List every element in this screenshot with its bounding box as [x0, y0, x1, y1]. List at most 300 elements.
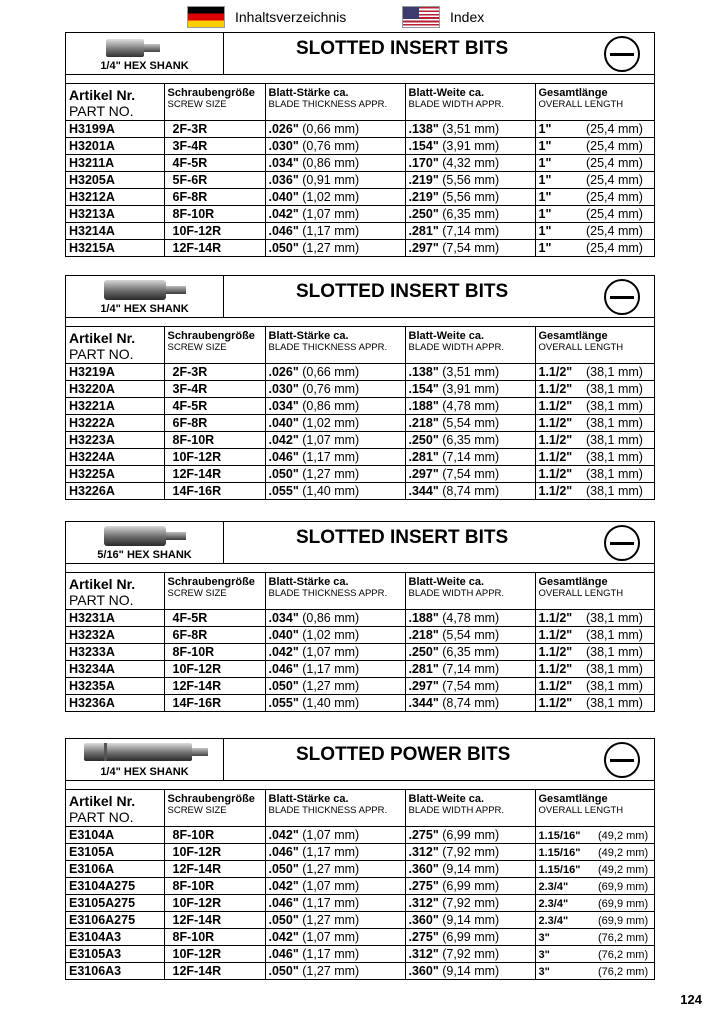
blade-thickness-mm: (1,17 mm): [302, 223, 360, 238]
blade-width-cell: [405, 482, 535, 499]
overall-length-mm: (38,1 mm): [585, 661, 643, 676]
blade-thickness-inch: .034": [268, 398, 299, 413]
overall-length-mm: (25,4 mm): [585, 189, 643, 204]
overall-length-cell: [535, 137, 654, 154]
blade-width-cell: [405, 363, 535, 380]
blade-width-cell: [405, 843, 535, 860]
blade-thickness-inch: .046": [268, 844, 299, 859]
overall-length-mm: (38,1 mm): [585, 644, 643, 659]
table-row: [66, 894, 654, 911]
overall-length-cell: [535, 694, 654, 711]
screw-size: 10F-12R: [164, 660, 265, 677]
overall-length-inch: 1.1/2": [538, 644, 573, 659]
part-number: E3106A275: [66, 911, 164, 928]
screw-size: 4F-5R: [164, 397, 265, 414]
table-row: [66, 860, 654, 877]
screw-size: 8F-10R: [164, 205, 265, 222]
blade-thickness-inch: .040": [268, 627, 299, 642]
blade-width-header-de: Blatt-Weite ca.: [408, 793, 485, 805]
overall-length-cell: [535, 171, 654, 188]
overall-length-header: [535, 790, 654, 826]
screw-size: 10F-12R: [164, 222, 265, 239]
screw-size-header-de: Schraubengröße: [167, 87, 255, 99]
spec-table: [66, 573, 654, 711]
top-navigation: [0, 0, 724, 34]
blade-thickness-inch: .050": [268, 861, 299, 876]
shank-label: 1/4" HEX SHANK: [100, 303, 189, 315]
blade-width-cell: [405, 928, 535, 945]
part-number: H3220A: [66, 380, 164, 397]
screw-size: 12F-14R: [164, 860, 265, 877]
blade-thickness-inch: .042": [268, 878, 299, 893]
blade-width-inch: .275": [408, 929, 439, 944]
blade-width-mm: (9,14 mm): [442, 963, 500, 978]
blade-thickness-header-de: Blatt-Stärke ca.: [268, 87, 349, 99]
blade-thickness-mm: (1,27 mm): [302, 912, 360, 927]
blade-thickness-header-en: BLADE THICKNESS APPR.: [268, 805, 388, 816]
blade-width-inch: .344": [408, 695, 439, 710]
overall-length-cell: [535, 626, 654, 643]
blade-thickness-header: [265, 573, 405, 609]
section-slotted-insert-bits-3: [65, 521, 655, 712]
section-title: SLOTTED INSERT BITS: [296, 38, 509, 59]
table-row: [66, 609, 654, 626]
blade-thickness-inch: .042": [268, 827, 299, 842]
overall-length-header-de: Gesamtlänge: [538, 87, 608, 99]
overall-length-inch: 1.1/2": [538, 483, 573, 498]
part-number-header-en: PART NO.: [69, 592, 134, 608]
blade-width-inch: .219": [408, 189, 439, 204]
overall-length-cell: [535, 860, 654, 877]
shank-label: 1/4" HEX SHANK: [100, 766, 189, 778]
section-header: [66, 522, 654, 564]
part-number: H3213A: [66, 205, 164, 222]
blade-width-cell: [405, 609, 535, 626]
blade-thickness-cell: [265, 239, 405, 256]
overall-length-mm: (69,9 mm): [597, 880, 649, 893]
overall-length-cell: [535, 911, 654, 928]
blade-width-inch: .360": [408, 963, 439, 978]
part-number: H3211A: [66, 154, 164, 171]
overall-length-mm: (38,1 mm): [585, 381, 643, 396]
overall-length-mm: (25,4 mm): [585, 206, 643, 221]
blade-width-inch: .360": [408, 861, 439, 876]
screw-size: 12F-14R: [164, 465, 265, 482]
screw-size: 10F-12R: [164, 894, 265, 911]
title-cell: [224, 522, 654, 563]
blade-thickness-inch: .034": [268, 610, 299, 625]
overall-length-inch: 2.3/4": [538, 897, 569, 910]
blade-width-mm: (6,35 mm): [442, 206, 500, 221]
blade-thickness-cell: [265, 448, 405, 465]
overall-length-cell: [535, 188, 654, 205]
overall-length-mm: (49,2 mm): [597, 863, 649, 876]
slotted-symbol-icon: [604, 279, 640, 315]
section-header: [66, 276, 654, 318]
overall-length-cell: [535, 962, 654, 979]
table-row: [66, 380, 654, 397]
blade-thickness-inch: .036": [268, 172, 299, 187]
blade-width-header-en: BLADE WIDTH APPR.: [408, 342, 505, 353]
blade-width-cell: [405, 694, 535, 711]
overall-length-cell: [535, 465, 654, 482]
overall-length-inch: 1": [538, 206, 552, 221]
part-number-header: [66, 573, 164, 609]
blade-thickness-cell: [265, 171, 405, 188]
screw-size: 10F-12R: [164, 945, 265, 962]
part-number-header-de: Artikel Nr.: [69, 330, 136, 346]
section-header: [66, 33, 654, 75]
overall-length-inch: 1.1/2": [538, 610, 573, 625]
blade-width-header-en: BLADE WIDTH APPR.: [408, 99, 505, 110]
blade-thickness-cell: [265, 465, 405, 482]
part-number-header-de: Artikel Nr.: [69, 576, 136, 592]
blade-thickness-mm: (0,66 mm): [302, 364, 360, 379]
blade-width-cell: [405, 877, 535, 894]
screw-size: 5F-6R: [164, 171, 265, 188]
overall-length-header-de: Gesamtlänge: [538, 793, 608, 805]
overall-length-cell: [535, 363, 654, 380]
overall-length-cell: [535, 894, 654, 911]
overall-length-mm: (25,4 mm): [585, 138, 643, 153]
blade-thickness-mm: (1,40 mm): [302, 695, 360, 710]
table-row: [66, 448, 654, 465]
overall-length-inch: 1.1/2": [538, 398, 573, 413]
blade-thickness-mm: (1,27 mm): [302, 466, 360, 481]
table-row: [66, 694, 654, 711]
spec-table: [66, 327, 654, 499]
blade-thickness-mm: (0,76 mm): [302, 381, 360, 396]
blade-thickness-cell: [265, 154, 405, 171]
blade-thickness-inch: .030": [268, 381, 299, 396]
blade-width-cell: [405, 626, 535, 643]
blade-width-cell: [405, 205, 535, 222]
german-flag-icon: [187, 6, 225, 28]
screw-size: 12F-14R: [164, 911, 265, 928]
title-cell: [224, 33, 654, 74]
part-number-header-de: Artikel Nr.: [69, 87, 136, 103]
blade-width-mm: (6,35 mm): [442, 432, 500, 447]
overall-length-cell: [535, 414, 654, 431]
part-number: E3105A: [66, 843, 164, 860]
screw-size: 8F-10R: [164, 877, 265, 894]
blade-width-inch: .344": [408, 483, 439, 498]
blade-thickness-inch: .046": [268, 223, 299, 238]
screw-size-header-de: Schraubengröße: [167, 793, 255, 805]
part-number: H3201A: [66, 137, 164, 154]
part-number: H3235A: [66, 677, 164, 694]
blade-width-mm: (9,14 mm): [442, 861, 500, 876]
part-number: E3106A: [66, 860, 164, 877]
spec-table: [66, 84, 654, 256]
blade-width-mm: (7,14 mm): [442, 661, 500, 676]
bit-image: [104, 526, 166, 546]
part-number: H3225A: [66, 465, 164, 482]
blade-thickness-mm: (1,17 mm): [302, 661, 360, 676]
overall-length-mm: (38,1 mm): [585, 432, 643, 447]
table-row: [66, 363, 654, 380]
overall-length-cell: [535, 877, 654, 894]
blade-width-cell: [405, 431, 535, 448]
part-number-header-en: PART NO.: [69, 346, 134, 362]
overall-length-inch: 1.1/2": [538, 449, 573, 464]
overall-length-mm: (25,4 mm): [585, 172, 643, 187]
blade-width-cell: [405, 894, 535, 911]
screw-size: 6F-8R: [164, 626, 265, 643]
blade-thickness-cell: [265, 877, 405, 894]
title-cell: [224, 276, 654, 317]
part-number: H3226A: [66, 482, 164, 499]
section-slotted-insert-bits-2: [65, 275, 655, 500]
blade-width-cell: [405, 962, 535, 979]
screw-size: 10F-12R: [164, 448, 265, 465]
blade-thickness-header-de: Blatt-Stärke ca.: [268, 576, 349, 588]
blade-thickness-mm: (0,76 mm): [302, 138, 360, 153]
screw-size-header-en: SCREW SIZE: [167, 588, 227, 599]
blade-width-cell: [405, 380, 535, 397]
screw-size-header-en: SCREW SIZE: [167, 342, 227, 353]
blade-width-inch: .281": [408, 223, 439, 238]
blade-thickness-inch: .042": [268, 206, 299, 221]
table-row: [66, 911, 654, 928]
table-row: [66, 188, 654, 205]
product-image-cell: [66, 276, 224, 317]
blade-width-inch: .138": [408, 364, 439, 379]
blade-width-cell: [405, 171, 535, 188]
blade-width-mm: (5,56 mm): [442, 172, 500, 187]
overall-length-inch: 3": [538, 948, 550, 961]
product-image-cell: [66, 739, 224, 780]
table-row: [66, 397, 654, 414]
blade-thickness-mm: (1,07 mm): [302, 827, 360, 842]
overall-length-cell: [535, 643, 654, 660]
overall-length-mm: (49,2 mm): [597, 846, 649, 859]
overall-length-inch: 3": [538, 931, 550, 944]
overall-length-cell: [535, 609, 654, 626]
table-row: [66, 414, 654, 431]
overall-length-mm: (38,1 mm): [585, 627, 643, 642]
blade-thickness-mm: (1,02 mm): [302, 415, 360, 430]
part-number: E3104A: [66, 826, 164, 843]
blade-width-mm: (8,74 mm): [442, 695, 500, 710]
blade-thickness-cell: [265, 643, 405, 660]
overall-length-inch: 1.1/2": [538, 432, 573, 447]
contents-link[interactable]: [187, 6, 346, 28]
screw-size: 2F-3R: [164, 363, 265, 380]
product-image-cell: [66, 33, 224, 74]
blade-thickness-mm: (1,27 mm): [302, 240, 360, 255]
divider: [66, 781, 654, 790]
overall-length-mm: (76,2 mm): [597, 931, 649, 944]
blade-thickness-cell: [265, 677, 405, 694]
blade-width-cell: [405, 660, 535, 677]
blade-thickness-mm: (1,02 mm): [302, 627, 360, 642]
page-number: 124: [680, 992, 702, 1007]
blade-width-mm: (7,92 mm): [442, 895, 500, 910]
table-header-row: [66, 84, 654, 120]
blade-width-cell: [405, 826, 535, 843]
blade-thickness-mm: (1,17 mm): [302, 449, 360, 464]
table-row: [66, 465, 654, 482]
blade-width-cell: [405, 465, 535, 482]
blade-width-inch: .312": [408, 895, 439, 910]
blade-width-inch: .188": [408, 398, 439, 413]
blade-thickness-mm: (1,17 mm): [302, 895, 360, 910]
blade-thickness-cell: [265, 694, 405, 711]
screw-size: 3F-4R: [164, 380, 265, 397]
overall-length-cell: [535, 677, 654, 694]
blade-thickness-cell: [265, 137, 405, 154]
screw-size: 4F-5R: [164, 154, 265, 171]
part-number: H3221A: [66, 397, 164, 414]
part-number: H3224A: [66, 448, 164, 465]
blade-width-mm: (7,92 mm): [442, 946, 500, 961]
blade-width-mm: (4,78 mm): [442, 610, 500, 625]
blade-thickness-header-de: Blatt-Stärke ca.: [268, 330, 349, 342]
blade-width-inch: .312": [408, 946, 439, 961]
blade-width-header: [405, 84, 535, 120]
blade-width-cell: [405, 643, 535, 660]
blade-thickness-inch: .050": [268, 678, 299, 693]
screw-size: 10F-12R: [164, 843, 265, 860]
part-number: H3236A: [66, 694, 164, 711]
blade-width-inch: .250": [408, 432, 439, 447]
overall-length-cell: [535, 222, 654, 239]
blade-thickness-inch: .030": [268, 138, 299, 153]
blade-width-header-de: Blatt-Weite ca.: [408, 87, 485, 99]
section-slotted-power-bits: [65, 738, 655, 980]
blade-thickness-mm: (0,86 mm): [302, 398, 360, 413]
overall-length-inch: 1": [538, 189, 552, 204]
screw-size: 4F-5R: [164, 609, 265, 626]
blade-width-mm: (9,14 mm): [442, 912, 500, 927]
blade-width-cell: [405, 414, 535, 431]
section-title: SLOTTED INSERT BITS: [296, 281, 509, 302]
screw-size-header: [164, 790, 265, 826]
overall-length-inch: 1": [538, 138, 552, 153]
screw-size-header-de: Schraubengröße: [167, 576, 255, 588]
overall-length-mm: (25,4 mm): [585, 223, 643, 238]
part-number: E3104A3: [66, 928, 164, 945]
title-cell: [224, 739, 654, 780]
blade-width-inch: .219": [408, 172, 439, 187]
blade-thickness-inch: .042": [268, 644, 299, 659]
overall-length-cell: [535, 826, 654, 843]
blade-width-mm: (6,99 mm): [442, 827, 500, 842]
blade-width-mm: (6,35 mm): [442, 644, 500, 659]
overall-length-inch: 1.1/2": [538, 364, 573, 379]
blade-width-mm: (5,54 mm): [442, 415, 500, 430]
overall-length-cell: [535, 431, 654, 448]
table-row: [66, 945, 654, 962]
screw-size: 6F-8R: [164, 414, 265, 431]
table-header-row: [66, 573, 654, 609]
blade-width-mm: (7,54 mm): [442, 678, 500, 693]
blade-width-header-de: Blatt-Weite ca.: [408, 330, 485, 342]
blade-thickness-header: [265, 327, 405, 363]
blade-width-inch: .154": [408, 381, 439, 396]
blade-thickness-header: [265, 790, 405, 826]
overall-length-inch: 1": [538, 172, 552, 187]
overall-length-cell: [535, 945, 654, 962]
screw-size: 8F-10R: [164, 431, 265, 448]
overall-length-mm: (38,1 mm): [585, 483, 643, 498]
screw-size: 6F-8R: [164, 188, 265, 205]
blade-width-inch: .275": [408, 878, 439, 893]
blade-width-cell: [405, 154, 535, 171]
blade-width-cell: [405, 397, 535, 414]
table-header-row: [66, 327, 654, 363]
blade-width-mm: (7,14 mm): [442, 223, 500, 238]
blade-thickness-inch: .050": [268, 912, 299, 927]
screw-size-header: [164, 573, 265, 609]
blade-thickness-mm: (1,17 mm): [302, 844, 360, 859]
screw-size-header: [164, 84, 265, 120]
blade-thickness-header-en: BLADE THICKNESS APPR.: [268, 342, 388, 353]
overall-length-cell: [535, 397, 654, 414]
blade-width-inch: .170": [408, 155, 439, 170]
blade-width-header-en: BLADE WIDTH APPR.: [408, 588, 505, 599]
overall-length-inch: 1.15/16": [538, 846, 581, 859]
part-number: H3232A: [66, 626, 164, 643]
blade-thickness-cell: [265, 222, 405, 239]
overall-length-header: [535, 573, 654, 609]
table-row: [66, 877, 654, 894]
blade-width-inch: .275": [408, 827, 439, 842]
part-number: H3231A: [66, 609, 164, 626]
blade-thickness-cell: [265, 928, 405, 945]
overall-length-mm: (38,1 mm): [585, 610, 643, 625]
blade-width-mm: (6,99 mm): [442, 929, 500, 944]
blade-thickness-mm: (0,91 mm): [302, 172, 360, 187]
overall-length-header: [535, 84, 654, 120]
part-number: H3214A: [66, 222, 164, 239]
blade-width-header: [405, 790, 535, 826]
blade-thickness-mm: (1,07 mm): [302, 929, 360, 944]
part-number-header-en: PART NO.: [69, 103, 134, 119]
table-row: [66, 120, 654, 137]
blade-thickness-cell: [265, 609, 405, 626]
blade-thickness-cell: [265, 188, 405, 205]
blade-thickness-cell: [265, 945, 405, 962]
blade-thickness-mm: (1,40 mm): [302, 483, 360, 498]
blade-width-inch: .250": [408, 644, 439, 659]
overall-length-inch: 3": [538, 965, 550, 978]
screw-size: 8F-10R: [164, 928, 265, 945]
screw-size-header-en: SCREW SIZE: [167, 805, 227, 816]
overall-length-inch: 1.1/2": [538, 661, 573, 676]
part-number-header-en: PART NO.: [69, 809, 134, 825]
overall-length-header-en: OVERALL LENGTH: [538, 342, 624, 353]
contents-label: Inhaltsverzeichnis: [235, 9, 347, 25]
blade-width-cell: [405, 120, 535, 137]
blade-thickness-cell: [265, 626, 405, 643]
overall-length-inch: 2.3/4": [538, 880, 569, 893]
blade-width-cell: [405, 448, 535, 465]
blade-width-mm: (3,51 mm): [442, 121, 500, 136]
index-label: Index: [450, 9, 485, 25]
overall-length-inch: 1.1/2": [538, 466, 573, 481]
blade-thickness-cell: [265, 431, 405, 448]
screw-size: 12F-14R: [164, 962, 265, 979]
part-number: H3222A: [66, 414, 164, 431]
blade-thickness-inch: .046": [268, 946, 299, 961]
blade-thickness-mm: (1,17 mm): [302, 946, 360, 961]
blade-thickness-cell: [265, 894, 405, 911]
index-link[interactable]: [402, 6, 484, 28]
blade-thickness-cell: [265, 380, 405, 397]
blade-width-inch: .281": [408, 661, 439, 676]
